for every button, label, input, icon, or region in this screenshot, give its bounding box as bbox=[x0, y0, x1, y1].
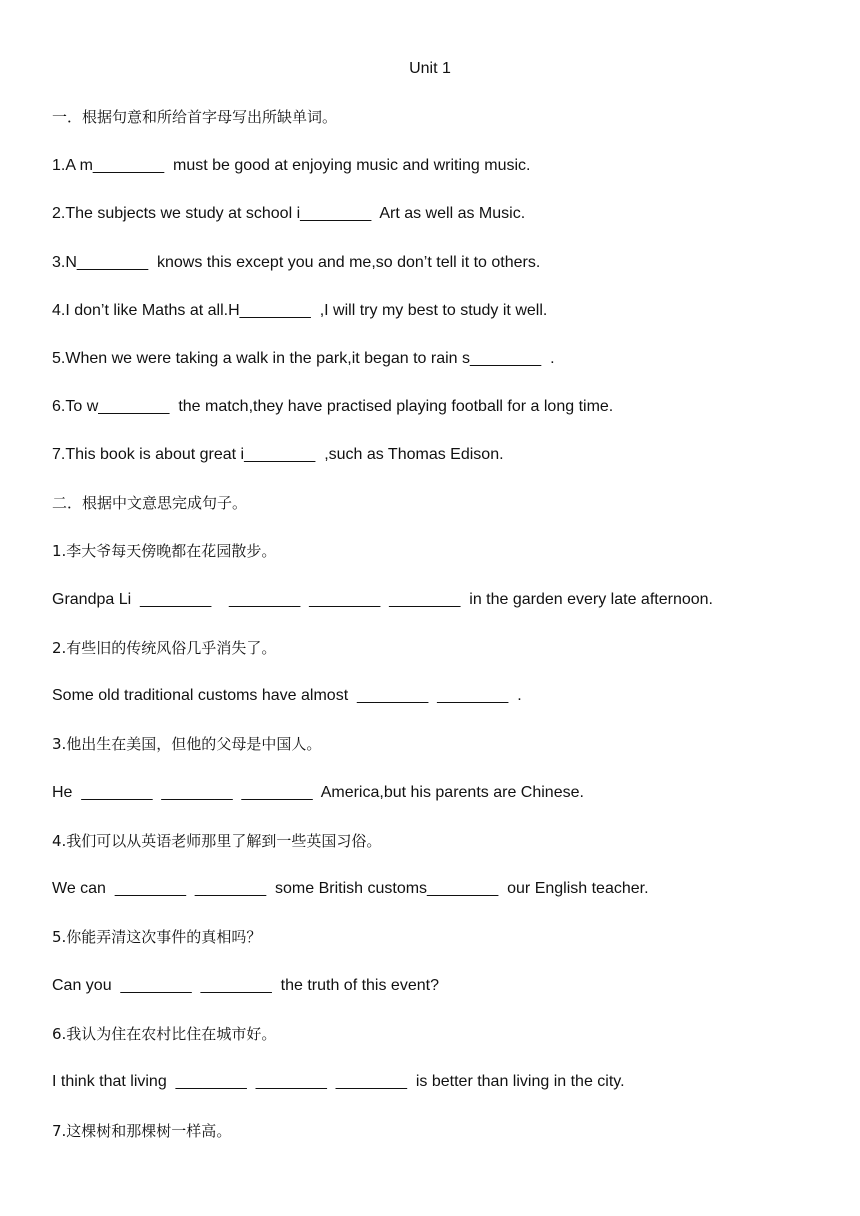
section2-item-2-chinese: 2.有些旧的传统风俗几乎消失了。 bbox=[52, 639, 277, 657]
section1-item-3: 3.N________ knows this except you and me,so don’t tell it to others. bbox=[52, 254, 541, 271]
section2-item-5-english: Can you ________ ________ the truth of this event? bbox=[52, 977, 439, 994]
section2-item-2-english: Some old traditional customs have almost ________ ________ . bbox=[52, 687, 522, 704]
section2-item-4-chinese: 4.我们可以从英语老师那里了解到一些英国习俗。 bbox=[52, 832, 382, 850]
section1-item-1: 1.A m________ must be good at enjoying music and writing music. bbox=[52, 157, 531, 174]
section2-item-1-english: Grandpa Li ________ ________ ________ ________ in the garden every late afternoon. bbox=[52, 591, 713, 608]
section1-item-4: 4.I don’t like Maths at all.H________ ,I will try my best to study it well. bbox=[52, 302, 548, 319]
section2-item-3-english: He ________ ________ ________ America,but his parents are Chinese. bbox=[52, 784, 584, 801]
section2-item-6-english: I think that living ________ ________ ________ is better than living in the city. bbox=[52, 1073, 625, 1090]
section1-item-2: 2.The subjects we study at school i________ Art as well as Music. bbox=[52, 205, 526, 222]
section1-item-5: 5.When we were taking a walk in the park,it began to rain s________ . bbox=[52, 350, 555, 367]
page-title: Unit 1 bbox=[409, 60, 451, 77]
section2-item-5-chinese: 5.你能弄清这次事件的真相吗？ bbox=[52, 928, 262, 946]
section2-item-1-chinese: 1.李大爷每天傍晚都在花园散步。 bbox=[52, 542, 277, 560]
section2-item-6-chinese: 6.我认为住在农村比住在城市好。 bbox=[52, 1025, 277, 1043]
section2-item-7-chinese: 7.这棵树和那棵树一样高。 bbox=[52, 1122, 232, 1140]
section2-item-4-english: We can ________ ________ some British customs________ our English teacher. bbox=[52, 880, 649, 897]
section1-item-7: 7.This book is about great i________ ,such as Thomas Edison. bbox=[52, 446, 504, 463]
section2-heading: 二．根据中文意思完成句子。 bbox=[52, 494, 248, 512]
section2-item-3-chinese: 3.他出生在美国，但他的父母是中国人。 bbox=[52, 735, 322, 753]
section1-heading: 一．根据句意和所给首字母写出所缺单词。 bbox=[52, 108, 338, 126]
section1-item-6: 6.To w________ the match,they have practised playing football for a long time. bbox=[52, 398, 614, 415]
